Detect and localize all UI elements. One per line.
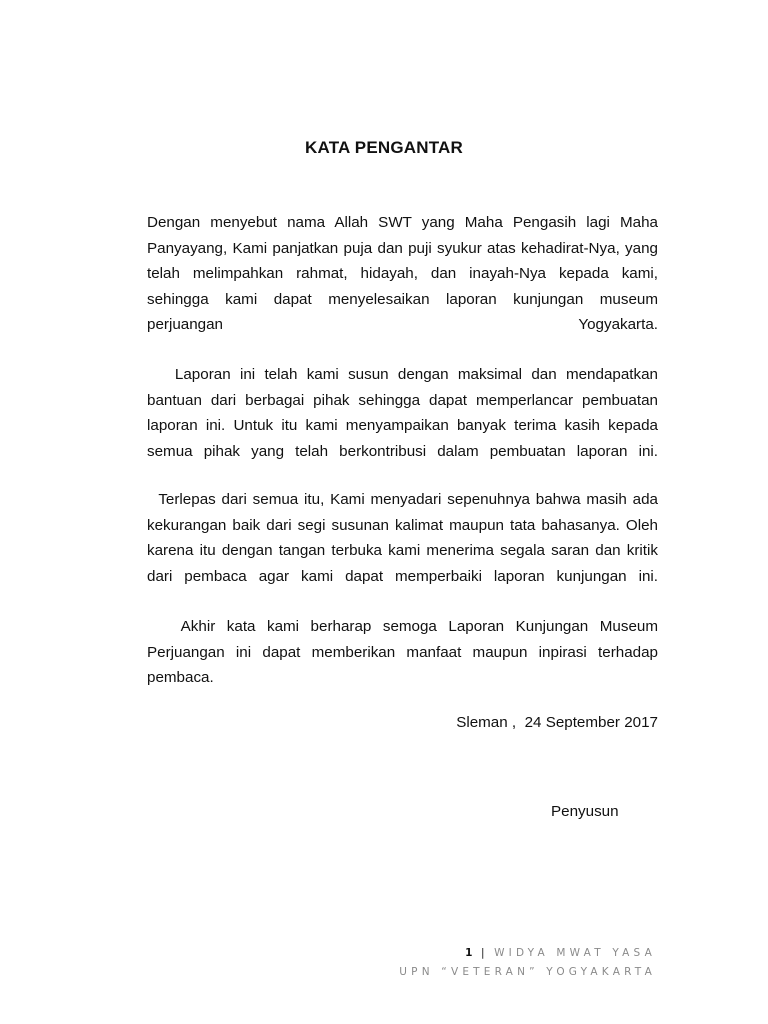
paragraph-line: karena itu dengan tangan terbuka kami menerima segala saran dan kritik [147, 542, 658, 559]
footer-line-2 [399, 963, 656, 982]
paragraph-line: pembaca. [147, 669, 214, 686]
page-title: KATA PENGANTAR [305, 138, 463, 157]
paragraph-line: Perjuangan ini dapat memberikan manfaat maupun inpirasi terhadap [147, 643, 658, 661]
paragraph-4 [147, 614, 658, 691]
paragraph-line: sehingga kami dapat menyelesaikan laporan kunjungan museum [147, 290, 658, 308]
paragraph-line: Akhir kata kami berharap semoga Laporan Kunjungan Museum [147, 618, 658, 635]
paragraph-line: Panyayang, Kami panjatkan puja dan puji syukur atas kehadirat-Nya, yang [147, 239, 658, 257]
paragraph-line: perjuangan Yogyakarta. [147, 316, 658, 333]
paragraph-line: telah melimpahkan rahmat, hidayah, dan inayah-Nya kepada kami, [147, 265, 658, 282]
paragraph-line: kekurangan baik dari segi susunan kalimat maupun tata bahasanya. Oleh [147, 516, 658, 534]
paragraph-2 [147, 362, 658, 464]
paragraph-line: Terlepas dari semua itu, Kami menyadari sepenuhnya bahwa masih ada [147, 491, 658, 508]
paragraph-line: bantuan dari berbagai pihak sehingga dapat memperlancar pembuatan [147, 391, 658, 409]
paragraph-line: semua pihak yang telah berkontribusi dalam pembuatan laporan ini. [147, 442, 658, 460]
footer-motto: WIDYA MWAT YASA [494, 947, 656, 959]
paragraph-line: laporan ini. Untuk itu kami menyampaikan banyak terima kasih kepada [147, 417, 658, 434]
paragraph-line: dari pembaca agar kami dapat memperbaiki laporan kunjungan ini. [147, 567, 658, 585]
date-line: Sleman , 24 September 2017 [456, 714, 658, 731]
footer-institution: UPN “VETERAN” YOGYAKARTA [399, 966, 656, 978]
paragraph-1 [147, 210, 658, 338]
footer-separator: | [480, 947, 487, 959]
page-number: 1 [465, 947, 474, 959]
footer-line-1 [399, 944, 656, 963]
signer-label: Penyusun [551, 803, 619, 820]
paragraph-line: Dengan menyebut nama Allah SWT yang Maha Pengasih lagi Maha [147, 214, 658, 231]
paragraph-line: Laporan ini telah kami susun dengan maksimal dan mendapatkan [147, 366, 658, 383]
page-footer [399, 944, 656, 982]
paragraph-3 [147, 487, 658, 589]
